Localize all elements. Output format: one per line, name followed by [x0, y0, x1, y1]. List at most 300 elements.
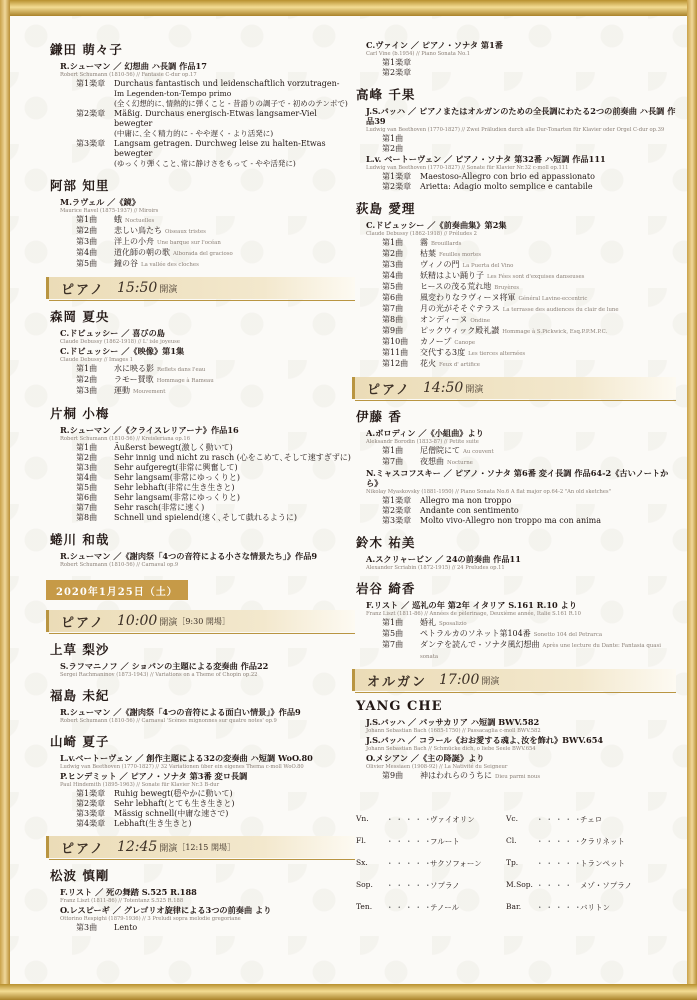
work-subtitle: Johann Sebastian Bach (1685-1750) // Passacaglia c-moll BWV.582 [366, 728, 541, 734]
movement-label: 第11曲 [382, 348, 409, 357]
performer-name: 岩谷 綺香 [356, 581, 416, 596]
abbr-key: Fl. [356, 835, 366, 845]
work-title: N.ミャスコフスキー ／ ピアノ・ソナタ 第6番 変イ長調 作品64-2《古いノートから》 [366, 468, 669, 488]
abbr-item [356, 858, 506, 869]
performer-block [356, 533, 676, 572]
abbr-item [356, 814, 506, 825]
performer-name: 鈴木 祐美 [356, 535, 416, 550]
abbr-dots: ・・・・・ [386, 858, 434, 868]
movement-label: 第6曲 [76, 493, 98, 502]
movement-label: 第8曲 [76, 513, 98, 522]
movement-title: 夜想曲 Nocturne [420, 457, 473, 466]
movement-title: Ruhig bewegt(穏やかに動いて) [114, 789, 233, 798]
movement-label: 第7曲 [382, 304, 404, 313]
performer-name: 荻島 愛理 [356, 201, 416, 216]
movement-subtitle: Dieu parmi nous [495, 774, 541, 780]
movement-label: 第1曲 [382, 134, 404, 143]
movement-row [356, 172, 676, 182]
movement-title: 運動 Mouvement [114, 386, 166, 395]
work-title: A.スクリャービン ／ 24の前奏曲 作品11 [366, 554, 521, 564]
banner-time: 15:50 [116, 280, 158, 296]
work-title: L.v.ベートーヴェン ／ 創作主題による32の変奏曲 ハ短調 WoO.80 [60, 753, 313, 763]
right-blocks-1 [356, 40, 676, 370]
movement-label: 第3楽章 [382, 516, 412, 525]
movement-row [356, 271, 676, 282]
movement-subtitle: La terrasse des audiences du clair de lune [502, 307, 619, 313]
work-subtitle: Sergei Rachmaninov (1873-1943) // Variations on a Theme of Chopin op.22 [60, 672, 258, 678]
abbr-dots: ・・・・・ [536, 836, 584, 846]
movement-row [356, 238, 676, 249]
movement-row [50, 789, 355, 799]
abbr-value: クラリネット [580, 836, 625, 846]
movement-title: 蛾 Noctuelles [114, 215, 155, 224]
movement-label: 第7曲 [382, 457, 404, 466]
movement-label: 第1曲 [76, 364, 98, 373]
work-title: C.ドビュッシー ／《前奏曲集》第2集 [366, 220, 507, 230]
movement-title: 風変わりなラヴィーヌ将軍 Général Lavine-eccentric [420, 293, 588, 302]
movement-label: 第6曲 [382, 293, 404, 302]
movement-subtitle: Après une lecture du Dante: Fantasia quasi sonata [420, 643, 661, 660]
abbr-row [356, 874, 676, 896]
movement-label: 第3曲 [76, 923, 98, 932]
work-title: S.ラフマニノフ ／ ショパンの主題による変奏曲 作品22 [60, 661, 269, 671]
abbr-item [506, 836, 656, 847]
movement-title: Schnell und spielend(速く､そして戯れるように) [114, 513, 297, 522]
movement-row [50, 453, 355, 463]
movement-title: 神はわれらのうちに Dieu parmi nous [420, 771, 541, 780]
performer-block [356, 199, 676, 370]
movement-row [50, 799, 355, 809]
work-title: C.ヴァイン ／ ピアノ・ソナタ 第1番 [366, 40, 503, 50]
movement-row [50, 375, 355, 386]
movement-subtitle: Feuilles mortes [439, 252, 482, 258]
movement-row [356, 182, 676, 192]
work-subtitle: Robert Schumann (1810-56) // Carnaval op.9 [60, 562, 179, 568]
movement-title: Sehr innig und nicht zu rasch (心をこめて､そして速すぎずに) [114, 453, 351, 462]
top-gold-border [0, 0, 697, 16]
movement-row [50, 79, 355, 89]
work-subtitle: Ludwig van Beethoven (1770-1827) // Zwei Präludien durch alle Dur-Tonarten für Klavier oder Orgel C-dur op.39 [366, 127, 665, 133]
movement-row [50, 364, 355, 375]
movement-subtitle: Ondine [470, 318, 491, 324]
work-subtitle: Claude Debussy (1862-1918) // Préludes 2 [366, 231, 477, 237]
movement-row [356, 249, 676, 260]
performer-name: 阿部 知里 [50, 178, 110, 193]
work-title: J.S.バッハ ／ ピアノまたはオルガンのための全長調にわたる2つの前奏曲 ハ長調 作品39 [366, 106, 676, 126]
performer-name: 森岡 夏央 [50, 309, 110, 324]
movement-label: 第3曲 [76, 463, 98, 472]
movement-row [50, 493, 355, 503]
movement-subtitle: Une barque sur l'océan [157, 240, 221, 246]
right-column [356, 40, 676, 789]
session-banner-1550 [46, 277, 355, 299]
movement-row [50, 226, 355, 237]
movement-title [420, 134, 676, 144]
work-subtitle: Robert Schumann (1810-56) // Fantasie C-dur op.17 [60, 72, 197, 78]
movement-title: ペトラルカのソネット第104番 Sonetto 104 del Petrarca [420, 629, 603, 638]
work-title: A.ボロディン ／《小組曲》より [366, 428, 484, 438]
movement-subtitle: Hommage à Rameau [156, 378, 214, 384]
movement-continuation: (全く幻想的に､情熱的に弾くこと - 昔語りの調子で - 初めのテンポで) [114, 99, 348, 108]
movement-title: オンディーヌ Ondine [420, 315, 491, 324]
movement-subtitle: Noctuelles [125, 218, 155, 224]
movement-title: Äußerst bewegt(激しく動いて) [114, 443, 233, 452]
performer-block [50, 307, 355, 397]
abbr-value: サクソフォーン [430, 858, 482, 868]
session-banner-1700 [352, 669, 676, 691]
movement-subtitle: Hommage à S.Pickwick, Esq.P.P.M.P.C. [502, 329, 608, 335]
abbr-key: Cl. [506, 835, 517, 845]
movement-title [420, 68, 676, 78]
performer-block [50, 530, 355, 569]
movement-title: 鐘の谷 La vallée des cloches [114, 259, 199, 268]
movement-title: ピックウィック殿礼讃 Hommage à S.Pickwick, Esq.P.P.M.P.C. [420, 326, 608, 335]
movement-title: ヒースの茂る荒れ地 Bruyères [420, 282, 520, 291]
movement-row [50, 215, 355, 226]
movement-continuation: (ゆっくり弾くこと､常に静けさをもって - やや活発に) [114, 159, 296, 168]
movement-row [50, 483, 355, 493]
left-blocks-3 [50, 640, 355, 829]
movement-row [356, 506, 676, 516]
session-banner-1450 [352, 377, 676, 399]
movement-row [356, 618, 676, 629]
organ-block [356, 699, 676, 782]
abbr-dots: ・・・・・ [536, 858, 584, 868]
work-subtitle: Ottorino Respighi (1879-1936) // 3 Preludi sopra melodie gregoriane [60, 916, 241, 922]
abbr-value: ソプラノ [430, 880, 460, 890]
performer-name: 片桐 小梅 [50, 406, 110, 421]
abbr-item [506, 880, 656, 891]
performer-name: 鎌田 萌々子 [50, 42, 123, 57]
movement-label: 第1楽章 [76, 79, 106, 88]
movement-label: 第1楽章 [382, 496, 412, 505]
left-blocks-2 [50, 307, 355, 569]
abbr-dots: ・・・・ [536, 880, 574, 890]
movement-row [356, 315, 676, 326]
abbr-value: ヴァイオリン [430, 814, 475, 824]
right-gold-border [687, 0, 697, 1000]
movement-title: Andante con sentimento [420, 506, 519, 515]
performer-block [50, 176, 355, 270]
movement-title: Sehr rasch(非常に速く) [114, 503, 205, 512]
movement-title: 尼僧院にて Au couvent [420, 446, 494, 455]
movement-row [356, 326, 676, 337]
abbr-key: Tp. [506, 857, 519, 867]
movement-subtitle: Bruyères [494, 285, 520, 291]
abbr-item [356, 880, 506, 891]
work-title: C.ドビュッシー ／《映像》第1集 [60, 346, 185, 356]
movement-title: ダンテを読んで - ソナタ風幻想曲 Après une lecture du Dante: Fantasia quasi sonata [420, 640, 661, 660]
performer-name: 山崎 夏子 [50, 734, 110, 749]
banner-label: オルガン [367, 674, 428, 690]
bottom-gold-border [0, 984, 697, 1000]
work-title: C.ドビュッシー ／ 喜びの島 [60, 328, 165, 338]
movement-label: 第5曲 [76, 483, 98, 492]
work-title: O.レスピーギ ／ グレゴリオ旋律による3つの前奏曲 より [60, 905, 272, 915]
performer-block [50, 732, 355, 829]
movement-row [356, 640, 676, 662]
movement-label: 第1曲 [382, 618, 404, 627]
movement-title: 妖精はよい踊り子 Les Fées sont d'exquises danseuses [420, 271, 585, 280]
work-title: P.ヒンデミット ／ ピアノ・ソナタ 第3番 変ロ長調 [60, 771, 248, 781]
work-subtitle: Maurice Ravel (1875-1937) // Miroirs [60, 208, 159, 214]
movement-row [356, 629, 676, 640]
left-gold-border [0, 0, 10, 1000]
movement-label: 第5曲 [382, 629, 404, 638]
movement-label: 第4曲 [382, 271, 404, 280]
movement-row [50, 809, 355, 819]
movement-label: 第2曲 [76, 226, 98, 235]
movement-title: Lento [114, 923, 138, 932]
work-subtitle: Franz Liszt (1811-86) // Totentanz S.525 R.188 [60, 898, 184, 904]
performer-name: 蜷川 和哉 [50, 532, 110, 547]
movement-label: 第2楽章 [76, 799, 106, 808]
work-title: M.ラヴェル ／《鏡》 [60, 197, 140, 207]
performer-block [356, 699, 676, 782]
abbr-key: Ten. [356, 901, 373, 911]
movement-label: 第2曲 [76, 375, 98, 384]
banner-kai: 開演 [465, 384, 484, 395]
performer-block [356, 579, 676, 662]
banner-time: 14:50 [422, 380, 464, 396]
movement-subtitle: Nocturne [447, 460, 473, 466]
banner-open-time: ［12:15 開場］ [177, 842, 235, 852]
movement-label: 第10曲 [382, 337, 409, 346]
work-subtitle: Paul Hindemith (1895-1963) // Sonate für Klavier Nr.3 B-dur [60, 782, 220, 788]
movement-subtitle: Reflets dans l'eau [157, 367, 206, 373]
movement-title: 花火 Feux d' artifice [420, 359, 480, 368]
abbr-value: チェロ [580, 814, 603, 824]
movement-label: 第2楽章 [76, 109, 106, 118]
work-title: J.S.バッハ ／ パッサカリア ハ短調 BWV.582 [366, 717, 540, 727]
movement-row [50, 503, 355, 513]
movement-title: 婚礼 Sposalizio [420, 618, 467, 627]
banner-kai: 開演 [159, 284, 178, 295]
left-blocks-1 [50, 40, 355, 270]
movement-label: 第5曲 [76, 259, 98, 268]
movement-label: 第3曲 [76, 237, 98, 246]
movement-subtitle: Mouvement [133, 389, 166, 395]
movement-label: 第7曲 [382, 640, 404, 649]
performer-name: 松波 慎剛 [50, 868, 110, 883]
movement-title: 洋上の小舟 Une barque sur l'océan [114, 237, 221, 246]
abbr-item [356, 902, 506, 913]
abbr-item [506, 814, 656, 825]
banner-time: 17:00 [439, 672, 480, 688]
movement-title: 水に映る影 Reflets dans l'eau [114, 364, 206, 373]
abbr-dots: ・・・・・ [536, 814, 584, 824]
abbr-value: メゾ・ソプラノ [580, 880, 633, 890]
movement-row [356, 516, 676, 526]
abbr-key: Sop. [356, 879, 373, 889]
movement-row [356, 446, 676, 457]
movement-title: Sehr aufgeregt(非常に興奮して) [114, 463, 238, 472]
work-subtitle: Johann Sebastian Bach // Schmücke dich, o liebe Seele BWV.654 [366, 746, 536, 752]
movement-row [50, 237, 355, 248]
performer-name: 高峰 千果 [356, 87, 416, 102]
movement-label: 第1楽章 [76, 789, 106, 798]
movement-label: 第1楽章 [382, 172, 412, 181]
movement-title: 悲しい鳥たち Oiseaux tristes [114, 226, 206, 235]
work-subtitle: Robert Schumann (1810-56) // Carnaval 'Scènes mignonnes sur quatre notes' op.9 [60, 718, 277, 724]
performer-name: 上草 梨沙 [50, 642, 110, 657]
work-title: L.v. ベートーヴェン ／ ピアノ・ソナタ 第32番 ハ短調 作品111 [366, 154, 606, 164]
movement-label: 第2楽章 [382, 182, 412, 191]
movement-title: Molto vivo-Allegro non troppo ma con anima [420, 516, 602, 525]
movement-title: Maestoso-Allegro con brio ed appassionato [420, 172, 595, 181]
performer-block [50, 40, 355, 169]
movement-row [356, 144, 676, 154]
movement-label: 第8曲 [382, 315, 404, 324]
performer-name: YANG CHE [356, 699, 443, 714]
movement-title: ラモー賛歌 Hommage à Rameau [114, 375, 214, 384]
abbr-value: テノール [430, 902, 460, 912]
work-title: J.S.バッハ ／ コラール《おお愛する魂よ､汝を飾れ》BWV.654 [366, 735, 604, 745]
right-blocks-2 [356, 407, 676, 662]
movement-title: カノープ Canope [420, 337, 476, 346]
banner-label: ピアノ [367, 382, 411, 398]
movement-subtitle: Feux d' artifice [439, 362, 480, 368]
movement-subtitle: Les Fées sont d'exquises danseuses [487, 274, 585, 280]
abbr-value: トランペット [580, 858, 625, 868]
abbr-key: Sx. [356, 857, 368, 867]
abbr-item [506, 858, 656, 869]
performer-block [356, 85, 676, 192]
movement-title: 道化師の朝の歌 Alborada del gracioso [114, 248, 233, 257]
date-badge: 2020年1月25日（土） [46, 580, 188, 600]
work-subtitle: Aleksandr Borodin (1833-87) // Petite suite [366, 439, 479, 445]
movement-label: 第5曲 [382, 282, 404, 291]
movement-row [356, 771, 676, 782]
movement-label: 第1曲 [382, 446, 404, 455]
work-title: F.リスト ／ 死の舞踏 S.525 R.188 [60, 887, 197, 897]
abbr-dots: ・・・・・ [386, 902, 434, 912]
movement-row [356, 457, 676, 468]
work-subtitle: Alexander Scriabin (1872-1915) // 24 Preludes op.11 [366, 565, 505, 571]
session-banner-1245 [46, 836, 355, 858]
movement-continuation: Im Legenden-ton-Tempo primo [114, 89, 232, 98]
work-subtitle: Olivier Messiaen (1908-92) // La Nativité du Seigneur [366, 764, 508, 770]
movement-row [356, 496, 676, 506]
movement-label: 第3楽章 [76, 139, 106, 148]
movement-subtitle: Oiseaux tristes [165, 229, 206, 235]
left-blocks-4 [50, 866, 355, 933]
work-title: R.シューマン ／《謝肉祭「4つの音符による小さな情景たち」》作品9 [60, 551, 318, 561]
movement-title: Sehr langsam(非常にゆっくりと) [114, 493, 240, 502]
abbr-row [356, 896, 676, 918]
movement-title: 月の光がそそぐテラス La terrasse des audiences du clair de lune [420, 304, 619, 313]
banner-label: ピアノ [61, 282, 105, 298]
movement-label: 第1曲 [76, 443, 98, 452]
abbr-key: Bar. [506, 901, 522, 911]
movement-subtitle: Canope [454, 340, 476, 346]
abbr-row [356, 808, 676, 830]
movement-label: 第1曲 [76, 215, 98, 224]
movement-title: 霧 Brouillards [420, 238, 462, 247]
work-title: R.シューマン ／《謝肉祭「4つの音符による面白い情景」》作品9 [60, 707, 301, 717]
movement-row [356, 282, 676, 293]
movement-label: 第7曲 [76, 503, 98, 512]
abbr-dots: ・・・・・ [386, 880, 434, 890]
movement-label: 第9曲 [382, 326, 404, 335]
movement-row [50, 109, 355, 129]
movement-label: 第3曲 [382, 260, 404, 269]
work-subtitle: Carl Vine (b.1954) // Piano Sonata No.1 [366, 51, 471, 57]
movement-title [420, 144, 676, 154]
abbr-dots: ・・・・・ [386, 836, 434, 846]
movement-title: Lebhaft(生き生きと) [114, 819, 192, 828]
banner-kai: 開演 [159, 617, 178, 628]
movement-row [50, 386, 355, 397]
movement-subtitle: Au couvent [463, 449, 494, 455]
banner-kai: 開演 [481, 676, 500, 687]
work-subtitle: Ludwig van Beethoven (1770-1827) // Sonate für Klavier Nr.32 c-moll op.111 [366, 165, 569, 171]
work-subtitle: Ludwig van Beethoven (1770-1827) // 32 Variationen über ein eigenes Thema c-moll WoO.80 [60, 764, 304, 770]
performer-block [356, 40, 676, 78]
movement-label: 第4曲 [76, 248, 98, 257]
movement-label: 第2楽章 [382, 68, 412, 77]
movement-row [356, 58, 676, 68]
movement-title: 交代する3度 Les tierces alternées [420, 348, 526, 357]
abbr-key: Vn. [356, 813, 369, 823]
work-title: O.メシアン ／《主の降誕》より [366, 753, 485, 763]
movement-label: 第3楽章 [76, 809, 106, 818]
movement-subtitle: Les tierces alternées [468, 351, 526, 357]
performer-block [50, 404, 355, 523]
work-subtitle: Claude Debussy (1862-1918) // L' isle joyeuse [60, 339, 180, 345]
movement-title: Sehr lebhaft(非常に生き生きと) [114, 483, 235, 492]
abbr-item [506, 902, 656, 913]
movement-label: 第12曲 [382, 359, 409, 368]
work-title: F.リスト ／ 巡礼の年 第2年 イタリア S.161 R.10 より [366, 600, 577, 610]
banner-label: ピアノ [61, 615, 105, 631]
movement-title: Sehr langsam(非常にゆっくりと) [114, 473, 240, 482]
abbr-key: M.Sop. [506, 879, 533, 889]
movement-subtitle: La Puerta del Vino [462, 263, 514, 269]
movement-row [50, 513, 355, 523]
abbreviation-legend [356, 808, 676, 918]
movement-label: 第4曲 [76, 473, 98, 482]
movement-row [50, 443, 355, 453]
movement-row [356, 68, 676, 78]
session-banner-1000 [46, 610, 355, 632]
movement-row [356, 337, 676, 348]
abbr-item [356, 836, 506, 847]
movement-row [50, 463, 355, 473]
movement-label: 第1楽章 [382, 58, 412, 67]
movement-row [356, 293, 676, 304]
abbr-dots: ・・・・・ [536, 902, 584, 912]
movement-row [356, 304, 676, 315]
movement-subtitle: Brouillards [431, 241, 462, 247]
movement-subtitle: La vallée des cloches [141, 262, 199, 268]
performer-block [50, 686, 355, 725]
movement-row [356, 260, 676, 271]
movement-row [50, 473, 355, 483]
movement-row [50, 139, 355, 159]
movement-row [50, 923, 355, 933]
movement-row [356, 134, 676, 144]
movement-row [356, 348, 676, 359]
movement-title: Langsam getragen. Durchweg leise zu halten-Etwas bewegter [114, 139, 326, 158]
movement-row [50, 819, 355, 829]
work-subtitle: Nikolay Myaskovsky (1881-1950) // Piano Sonata No.6 A flat major op.64-2 "An old sketches" [366, 489, 611, 495]
movement-continuation: (中庸に､全く精力的に - やや遅く - より活発に) [114, 129, 274, 138]
movement-subtitle: Sposalizio [439, 621, 467, 627]
movement-label: 第2曲 [76, 453, 98, 462]
abbr-value: バリトン [580, 902, 610, 912]
performer-block [356, 407, 676, 526]
